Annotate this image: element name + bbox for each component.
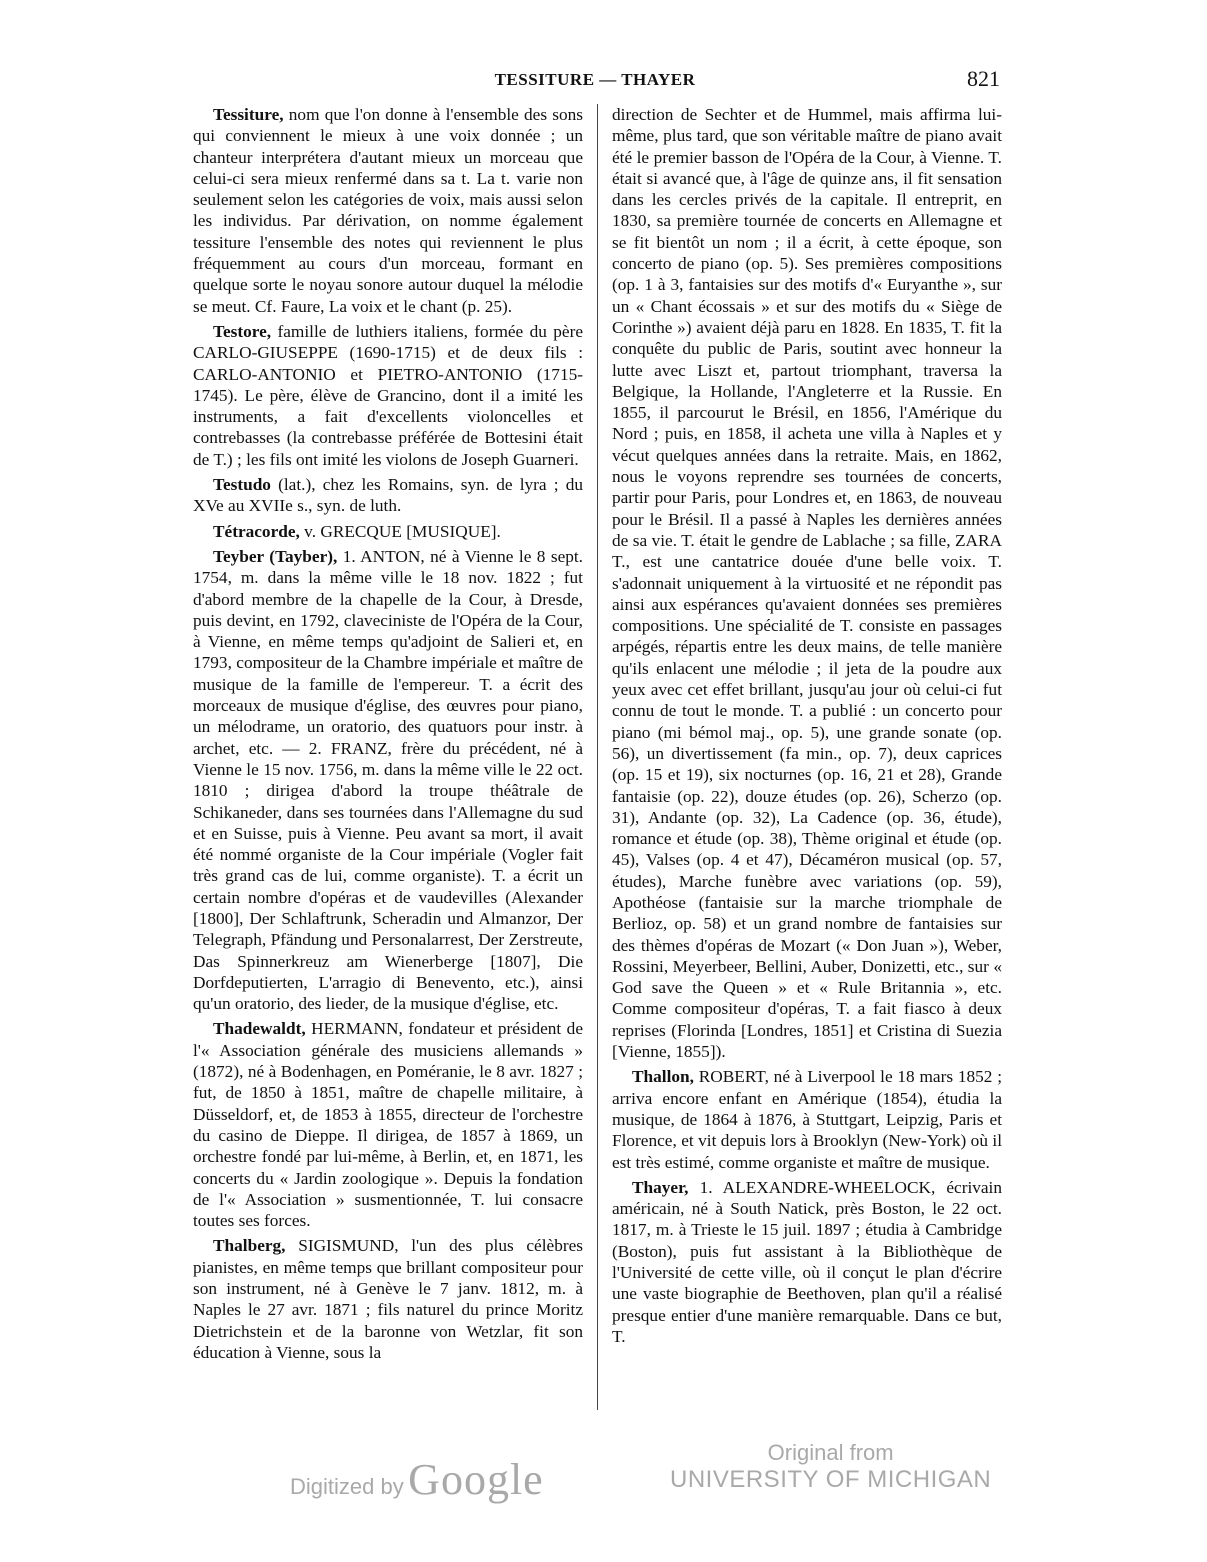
entry-text: HERMANN, fondateur et président de l'« Association générale des musiciens allemands » (1872), né à Bodenhagen, en Poméranie, le 8 avr. 1827 ; fut, de 1850 à 1851, maître de chapelle militaire, à Düsseldorf, et, de 1853 à 1855, directeur de l'orchestre du casino de Dieppe. Il dirigea, de 1857 à 1869, un orchestre fondé par lui-même, à Berlin, et, en 1871, les concerts du « Jardin zoologique ». Depuis la fondation de l'« Association » susmentionnée, T. lui consacre toutes ses forces. bbox=[193, 1019, 583, 1231]
entry-headword: Thallon, bbox=[632, 1067, 694, 1087]
page-header bbox=[190, 66, 1000, 100]
dictionary-entry bbox=[193, 1018, 583, 1231]
page-number: 821 bbox=[967, 66, 1000, 91]
entry-text: ROBERT, né à Liverpool le 18 mars 1852 ; arriva encore enfant en Amérique (1854), étudia la musique, de 1864 à 1876, à Stuttgart, Leipzig, Paris et Florence, et vit depuis lors à Brooklyn (New-York) où il est très estimé, comme organiste et maître de musique. bbox=[612, 1067, 1002, 1172]
entry-text: famille de luthiers italiens, formée du père CARLO-GIUSEPPE (1690-1715) et de deux fils : CARLO-ANTONIO et PIETRO-ANTONIO (1715-1745). Le père, élève de Grancino, dont il a imité les instruments, a fait d'excellents violoncelles et contrebasses (la contrebasse préférée de Bottesini était de T.) ; les fils ont imité les violons de Joseph Guarneri. bbox=[193, 321, 583, 469]
entry-headword: Tétracorde, bbox=[213, 521, 300, 541]
dictionary-entry bbox=[193, 521, 583, 542]
entry-text: 1. ANTON, né à Vienne le 8 sept. 1754, m. dans la même ville le 18 nov. 1822 ; fut d'abord membre de la chapelle de la Cour, à Dresde, puis devint, en 1792, claveciniste de l'Opéra de la Cour, à Vienne, en même temps qu'adjoint de Salieri et, en 1793, compositeur de la Chambre impériale et maître de musique de la famille de l'empereur. T. a écrit des morceaux de musique d'église, des œuvres pour piano, un mélodrame, un oratorio, des quatuors pour instr. à archet, etc. — 2. FRANZ, frère du précédent, né à Vienne le 15 nov. 1756, m. dans la même ville le 22 oct. 1810 ; dirigea d'abord la troupe théâtrale de Schikaneder, dans ses tournées dans l'Allemagne du sud et en Suisse, puis à Vienne. Peu avant sa mort, il avait été nommé organiste de la Cour impériale (Vogler fait très grand cas de lui, comme organiste). T. a écrit un certain nombre d'opéras et de vaudevilles (Alexander [1800], Der Schlaftrunk, Scheradin und Almanzor, Der Telegraph, Pfändung und Personalarrest, Der Zerstreute, Das Spinnerkreuz am Wienerberge [1807], Die Dorfdeputierten, L'arragio di Benevento, etc.), ainsi qu'un oratorio, des lieder, de la musique d'église, etc. bbox=[193, 546, 583, 1014]
entry-headword: Testore, bbox=[213, 321, 272, 341]
dictionary-entry bbox=[193, 321, 583, 470]
google-logo-text: Google bbox=[408, 1455, 544, 1504]
entry-headword: Tessiture, bbox=[213, 105, 284, 124]
running-title: TESSITURE — THAYER bbox=[494, 70, 696, 89]
column-rule bbox=[597, 104, 598, 1410]
entry-text: 1. ALEXANDRE-WHEELOCK, écrivain américain, né à South Natick, près Boston, le 22 oct. 1817, m. à Trieste le 15 juil. 1897 ; étudia à Cambridge (Boston), puis fut assistant à la Bibliothèque de l'Université de cette ville, où il conçut le plan d'écrire une vaste biographie de Beethoven, plan qu'il a réalisé presque entier d'une manière remarquable. Dans ce but, T. bbox=[612, 1177, 1002, 1346]
entry-text: direction de Sechter et de Hummel, mais affirma lui-même, plus tard, que son véritable maître de piano avait été le premier basson de l'Opéra de la Cour, à Vienne. T. était si avancé que, à l'âge de quinze ans, il fit sensation dans les cercles privés de la capitale. Il entreprit, en 1830, sa première tournée de concerts en Allemagne et se fit bientôt un nom ; il a écrit, à cette époque, son concerto de piano (op. 5). Ses premières compositions (op. 1 à 3, fantaisies sur des motifs d'« Euryanthe », sur un « Chant écossais » et sur des motifs du « Siège de Corinthe ») avaient déjà paru en 1828. En 1835, T. fit la conquête du public de Paris, soutint avec honneur la lutte avec Liszt et, partout triomphant, traversa la Belgique, la Hollande, l'Angleterre et la Russie. En 1855, il parcourut le Brésil, en 1856, l'Amérique du Nord ; puis, en 1858, il acheta une villa à Naples et y vécut quelques années dans la retraite. Mais, en 1862, nous le voyons reprendre ses tournées de concerts, partir pour Paris, pour Londres et, en 1863, de nouveau pour le Brésil. Il a passé à Naples les dernières années de sa vie. T. était le gendre de Lablache ; sa fille, ZARA T., est une cantatrice douée d'une belle voix. T. s'adonnait uniquement à la virtuosité et ne répondit pas ainsi aux espérances qu'avaient données ses premières compositions. Une spécialité de T. consiste en passages arpégés, répartis entre les deux mains, de telle manière qu'ils enlacent une mélodie ; il jeta de la poudre aux yeux avec cet effet brillant, jusqu'au jour où celui-ci fut connu de tout le monde. T. a publié : un concerto pour piano (mi bémol maj., op. 5), une grande sonate (op. 56), un divertissement (fa min., op. 7), deux caprices (op. 15 et 19), six nocturnes (op. 16, 21 et 28), Grande fantaisie (op. 22), douze études (op. 26), Scherzo (op. 31), Andante (op. 32), La Cadence (op. 36, étude), romance et étude (op. 38), Thème original et étude (op. 45), Valses (op. 4 et 47), Décaméron musical (op. 57, études), Marche funèbre avec variations (op. 59), Apothéose (fantaisie sur la marche triomphale de Berlioz, op. 58) et un grand nombre de fantaisies sur des thèmes d'opéras de Mozart (« Don Juan »), Weber, Rossini, Meyerbeer, Bellini, Auber, Donizetti, etc., sur « God save the Queen » et « Rule Britannia », etc. Comme compositeur d'opéras, T. a fait fiasco à deux reprises (Florinda [Londres, 1851] et Cristina di Suezia [Vienne, 1855]). bbox=[612, 105, 1002, 1062]
entry-headword: Teyber (Tayber), bbox=[213, 546, 338, 566]
dictionary-entry bbox=[612, 1066, 1002, 1172]
dictionary-entry bbox=[193, 474, 583, 517]
entry-headword: Thayer, bbox=[632, 1177, 689, 1197]
dictionary-entry bbox=[612, 104, 1002, 1062]
entry-headword: Testudo bbox=[213, 475, 271, 495]
original-from-watermark bbox=[670, 1440, 991, 1494]
entry-text: v. GRECQUE [MUSIQUE]. bbox=[299, 521, 501, 541]
page-footer bbox=[0, 1440, 1207, 1520]
university-line: UNIVERSITY OF MICHIGAN bbox=[670, 1466, 992, 1493]
digitized-by-watermark bbox=[290, 1454, 544, 1505]
entry-text: (lat.), chez les Romains, syn. de lyra ; du XVe au XVIIe s., syn. de luth. bbox=[193, 475, 583, 516]
entry-text: nom que l'on donne à l'ensemble des sons qui conviennent le mieux à une voix donnée ; un chanteur interprétera d'autant mieux un morceau que celui-ci sera mieux renfermé dans sa t. La t. varie non seulement selon les catégories de voix, mais aussi selon les individus. Par dérivation, on nomme également tessiture l'ensemble des notes qui reviennent le plus fréquemment au cours d'un morceau, formant en quelque sorte le noyau sonore autour duquel la mélodie se meut. Cf. Faure, La voix et le chant (p. 25). bbox=[193, 105, 583, 316]
dictionary-entry bbox=[193, 546, 583, 1015]
entry-headword: Thalberg, bbox=[213, 1236, 286, 1256]
right-column bbox=[612, 104, 1002, 1414]
dictionary-entry bbox=[193, 104, 583, 317]
entry-text: SIGISMUND, l'un des plus célèbres pianistes, en même temps que brillant compositeur pour son instrument, né à Genève le 7 janv. 1812, m. à Naples le 27 avr. 1871 ; fils naturel du prince Moritz Dietrichstein et de la baronne von Wetzlar, fit son éducation à Vienne, sous la bbox=[193, 1236, 583, 1362]
entry-headword: Thadewaldt, bbox=[213, 1019, 306, 1039]
dictionary-entry bbox=[612, 1177, 1002, 1347]
left-column bbox=[193, 104, 583, 1414]
digitized-prefix: Digitized by bbox=[290, 1474, 404, 1499]
dictionary-entry bbox=[193, 1235, 583, 1363]
original-from-line: Original from bbox=[767, 1440, 894, 1465]
